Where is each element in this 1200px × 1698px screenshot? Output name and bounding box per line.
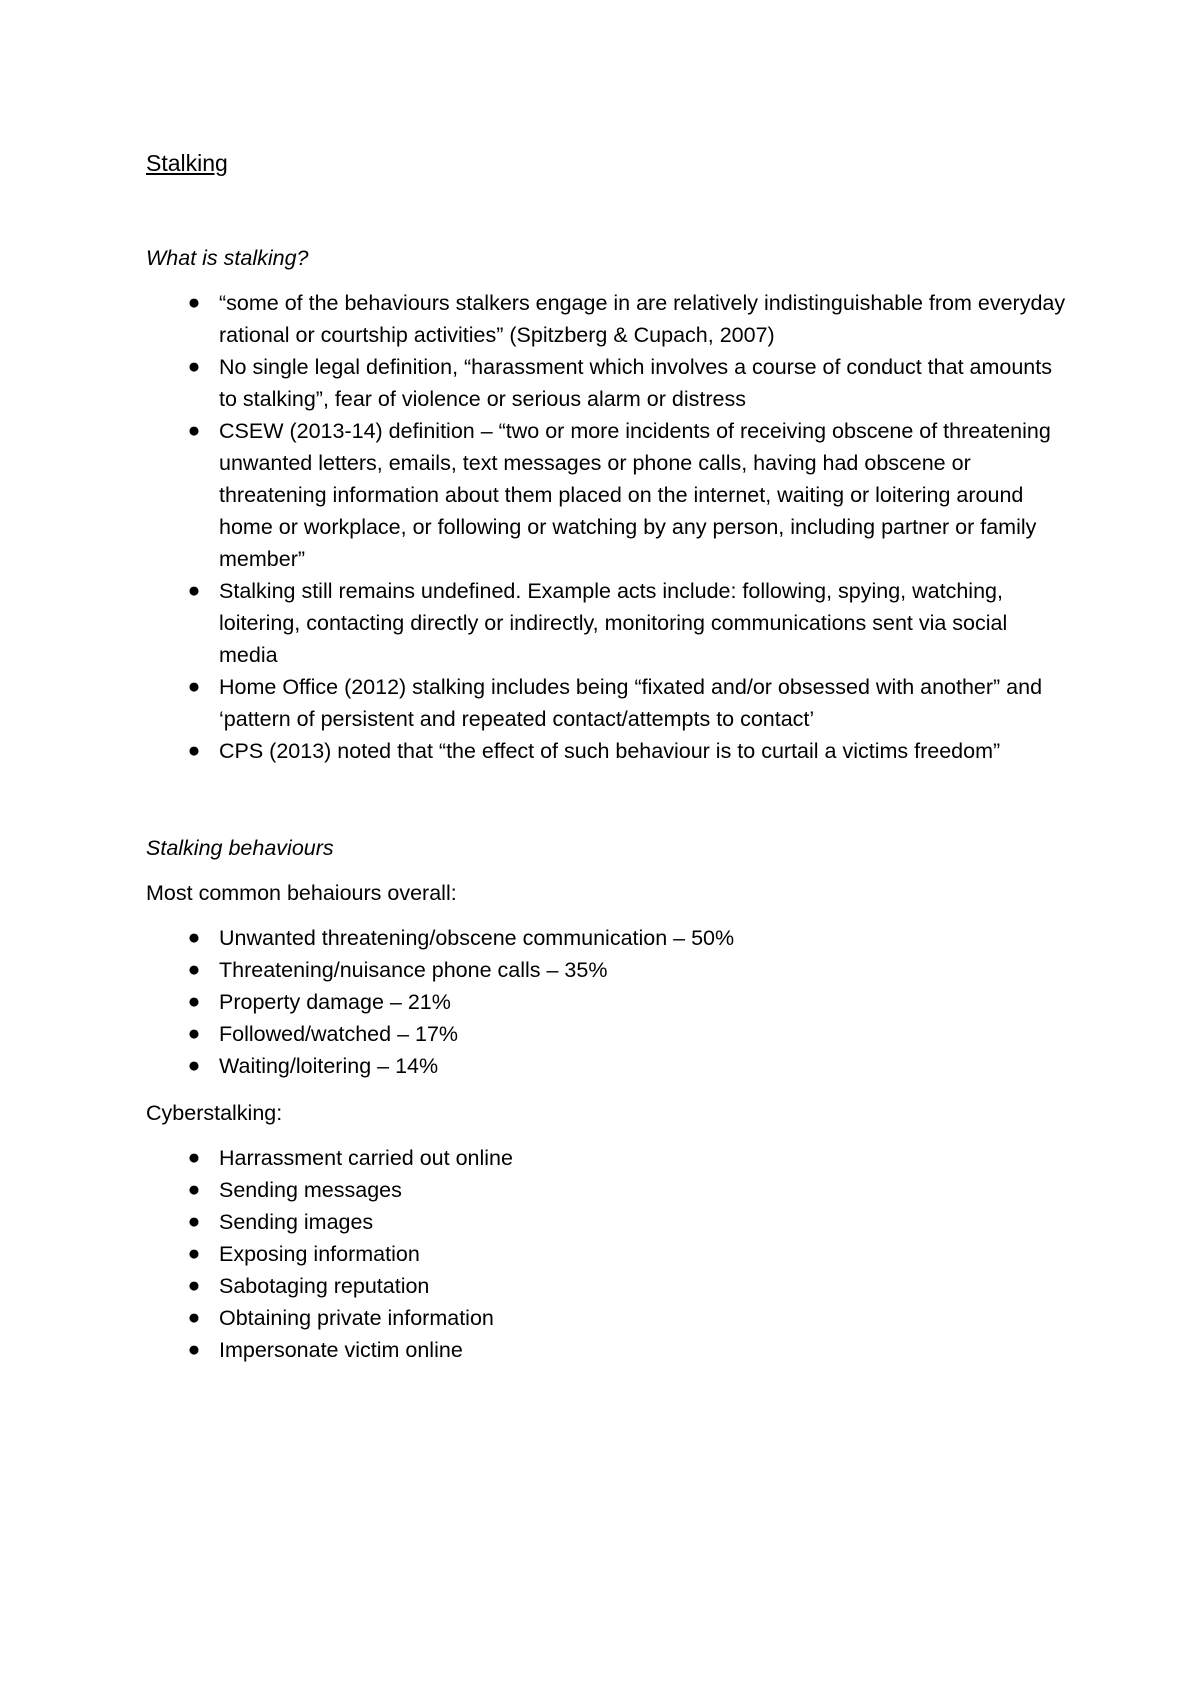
bullet-icon: ● <box>187 1146 201 1169</box>
cyberstalking-list <box>146 1142 1066 1366</box>
section-heading-stalking-behaviours: Stalking behaviours <box>146 836 334 860</box>
bullet-icon: ● <box>187 291 201 314</box>
section-heading-what-is-stalking: What is stalking? <box>146 246 309 270</box>
bullet-icon: ● <box>187 926 201 949</box>
list-item <box>146 1174 1066 1206</box>
bullet-icon: ● <box>187 1274 201 1297</box>
list-item <box>146 954 1066 986</box>
list-item-text: Followed/watched – 17% <box>219 1022 459 1046</box>
list-item <box>146 671 1066 735</box>
bullet-icon: ● <box>187 355 201 378</box>
list-item-text: Sabotaging reputation <box>219 1274 430 1298</box>
list-item <box>146 922 1066 954</box>
list-item <box>146 575 1066 671</box>
list-item-text: Threatening/nuisance phone calls – 35% <box>219 958 608 982</box>
list-item-text: Waiting/loitering – 14% <box>219 1054 439 1078</box>
bullet-icon: ● <box>187 1022 201 1045</box>
bullet-icon: ● <box>187 958 201 981</box>
spacer <box>146 1082 1066 1097</box>
list-item <box>146 287 1066 351</box>
bullet-icon: ● <box>187 675 201 698</box>
document-body <box>146 146 1066 1366</box>
list-item <box>146 1142 1066 1174</box>
list-item <box>146 1206 1066 1238</box>
list-item-text: Sending messages <box>219 1178 402 1202</box>
list-item-text: CSEW (2013-14) definition – “two or more incidents of receiving obscene of threatening unwanted letters, emails, text messages or phone calls, having had obscene or threatening information about them placed on the internet, waiting or loitering around home or workplace, or following or watching by any person, including partner or family member” <box>219 419 1051 571</box>
list-item-text: Harrassment carried out online <box>219 1146 513 1170</box>
subheading-cyberstalking: Cyberstalking: <box>146 1101 283 1125</box>
spacer <box>146 1129 1066 1142</box>
bullet-icon: ● <box>187 1054 201 1077</box>
list-item-text: Unwanted threatening/obscene communication – 50% <box>219 926 735 950</box>
spacer <box>146 864 1066 877</box>
definition-list <box>146 287 1066 767</box>
list-item <box>146 351 1066 415</box>
bullet-icon: ● <box>187 739 201 762</box>
list-item <box>146 1050 1066 1082</box>
behaviours-list <box>146 922 1066 1082</box>
spacer <box>146 767 1066 832</box>
bullet-icon: ● <box>187 1242 201 1265</box>
bullet-icon: ● <box>187 1338 201 1361</box>
subheading-most-common: Most common behaiours overall: <box>146 881 457 905</box>
list-item <box>146 986 1066 1018</box>
bullet-icon: ● <box>187 990 201 1013</box>
list-item <box>146 415 1066 575</box>
bullet-icon: ● <box>187 1210 201 1233</box>
list-item-text: Home Office (2012) stalking includes being “fixated and/or obsessed with another” and ‘pattern of persistent and repeated contact/attempts to contact’ <box>219 675 1043 731</box>
document-title: Stalking <box>146 150 228 176</box>
spacer <box>146 274 1066 287</box>
list-item-text: Exposing information <box>219 1242 420 1266</box>
list-item-text: Stalking still remains undefined. Example acts include: following, spying, watching, loitering, contacting directly or indirectly, monitoring communications sent via social media <box>219 579 1008 667</box>
list-item <box>146 1018 1066 1050</box>
bullet-icon: ● <box>187 1178 201 1201</box>
bullet-icon: ● <box>187 1306 201 1329</box>
list-item-text: Sending images <box>219 1210 374 1234</box>
list-item <box>146 1270 1066 1302</box>
list-item-text: Obtaining private information <box>219 1306 494 1330</box>
list-item-text: Property damage – 21% <box>219 990 451 1014</box>
list-item <box>146 1238 1066 1270</box>
list-item <box>146 1302 1066 1334</box>
spacer <box>146 909 1066 922</box>
list-item <box>146 1334 1066 1366</box>
spacer <box>146 180 1066 242</box>
list-item-text: “some of the behaviours stalkers engage in are relatively indistinguishable from everyday rational or courtship activities” (Spitzberg & Cupach, 2007) <box>219 291 1066 347</box>
list-item-text: No single legal definition, “harassment which involves a course of conduct that amounts to stalking”, fear of violence or serious alarm or distress <box>219 355 1052 411</box>
list-item-text: Impersonate victim online <box>219 1338 463 1362</box>
bullet-icon: ● <box>187 579 201 602</box>
list-item-text: CPS (2013) noted that “the effect of such behaviour is to curtail a victims freedom” <box>219 739 1001 763</box>
bullet-icon: ● <box>187 419 201 442</box>
list-item <box>146 735 1066 767</box>
